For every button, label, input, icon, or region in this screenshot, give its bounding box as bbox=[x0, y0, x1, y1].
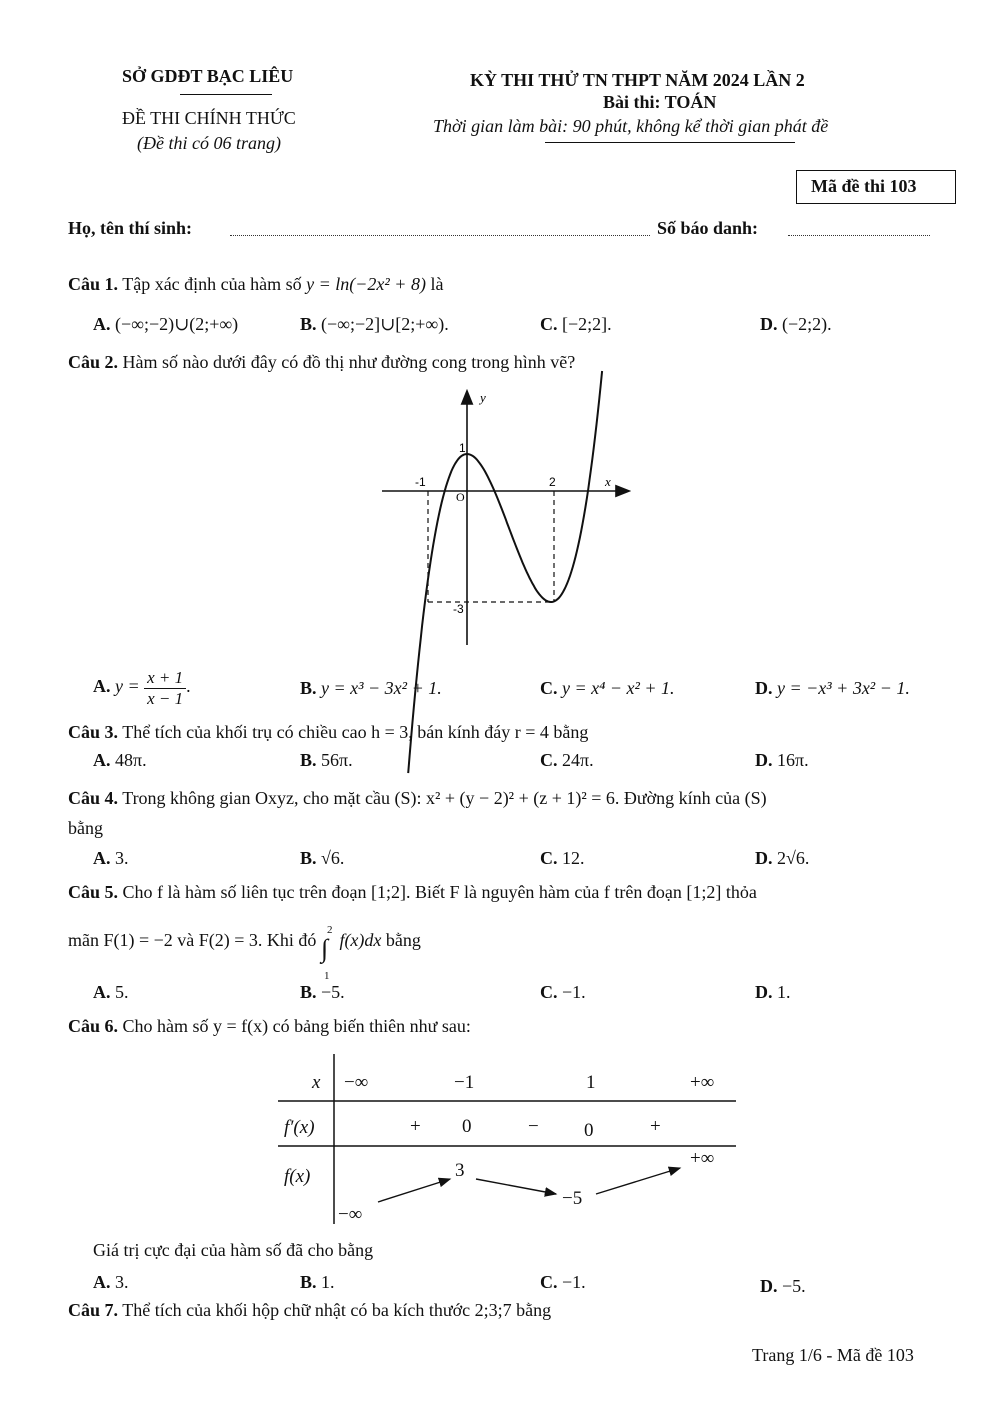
sign-value: 0 bbox=[462, 1116, 472, 1137]
cubic-graph bbox=[0, 380, 1000, 680]
function-value: −∞ bbox=[338, 1204, 363, 1225]
tick-y-neg3: -3 bbox=[453, 602, 464, 616]
page-footer: Trang 1/6 - Mã đề 103 bbox=[752, 1345, 914, 1365]
cubic-curve bbox=[408, 371, 602, 773]
row-derivative-label: f′(x) bbox=[284, 1117, 315, 1138]
department-name: SỞ GDĐT BẠC LIÊU bbox=[122, 66, 294, 86]
function-value: +∞ bbox=[690, 1148, 715, 1169]
question-label: Câu 4. bbox=[68, 788, 119, 808]
exam-title: KỲ THI THỬ TN THPT NĂM 2024 LẦN 2 bbox=[470, 70, 805, 90]
question-4 bbox=[68, 788, 767, 809]
candidate-name-label: Họ, tên thí sinh: bbox=[68, 218, 193, 238]
increase-arrow bbox=[378, 1179, 450, 1202]
function-value: 3 bbox=[455, 1160, 465, 1181]
q2-option-a[interactable]: A. y = $\frac{x + 1}{x - 1}$ . bbox=[93, 668, 191, 708]
q2-option-b[interactable]: B. y = x³ − 3x² + 1. bbox=[300, 678, 442, 698]
q5-option-d[interactable]: D. 1. bbox=[755, 982, 791, 1002]
subject-label: Bài thi: TOÁN bbox=[603, 92, 717, 112]
question-label: Câu 2. bbox=[68, 352, 119, 372]
q5-option-a[interactable]: A. 5. bbox=[93, 982, 129, 1002]
q1-option-b[interactable]: B. (−∞;−2]∪[2;+∞). bbox=[300, 314, 449, 334]
function-value: −5 bbox=[562, 1188, 583, 1209]
q4-option-c[interactable]: C. 12. bbox=[540, 848, 585, 868]
q6-option-b[interactable]: B. 1. bbox=[300, 1272, 335, 1292]
x-value: −1 bbox=[454, 1072, 475, 1093]
question-label: Câu 5. bbox=[68, 882, 119, 902]
q1-option-d[interactable]: D. (−2;2). bbox=[760, 314, 832, 334]
question-text: Tập xác định của hàm số bbox=[122, 274, 302, 294]
question-4-continued: bằng bbox=[68, 818, 103, 838]
q3-option-a[interactable]: A. 48π. bbox=[93, 750, 147, 770]
question-text: Cho hàm số y = f(x) có bảng biến thiên như sau: bbox=[122, 1016, 471, 1036]
question-3 bbox=[68, 722, 588, 743]
exam-code: Mã đề thi 103 bbox=[811, 176, 917, 196]
sign-value: + bbox=[410, 1116, 421, 1137]
x-axis-label: x bbox=[605, 474, 611, 489]
variation-table bbox=[0, 1052, 1000, 1232]
q4-option-d[interactable]: D. 2√6. bbox=[755, 848, 810, 868]
candidate-name-line[interactable] bbox=[230, 222, 650, 236]
q3-option-b[interactable]: B. 56π. bbox=[300, 750, 353, 770]
q1-option-c[interactable]: C. [−2;2]. bbox=[540, 314, 612, 334]
sign-value: 0 bbox=[584, 1120, 594, 1141]
time-note-underline bbox=[545, 142, 795, 143]
origin-label: O bbox=[456, 490, 465, 504]
question-5 bbox=[68, 882, 757, 903]
exam-code-box bbox=[796, 170, 956, 204]
question-tail: là bbox=[430, 274, 444, 294]
candidate-id-label: Số báo danh: bbox=[657, 218, 759, 238]
question-1 bbox=[68, 274, 443, 295]
sign-value: − bbox=[528, 1116, 539, 1137]
header-divider bbox=[180, 94, 272, 95]
q5-option-b[interactable]: B. −5. bbox=[300, 982, 345, 1002]
time-note: Thời gian làm bài: 90 phút, không kể thời gian phát đề bbox=[433, 116, 829, 136]
x-value: −∞ bbox=[344, 1072, 369, 1093]
question-2 bbox=[68, 352, 575, 373]
question-6-prompt: Giá trị cực đại của hàm số đã cho bằng bbox=[93, 1240, 374, 1260]
q3-option-d[interactable]: D. 16π. bbox=[755, 750, 809, 770]
x-value: 1 bbox=[586, 1072, 596, 1093]
q5-option-c[interactable]: C. −1. bbox=[540, 982, 586, 1002]
question-label: Câu 1. bbox=[68, 274, 119, 294]
question-text: Thể tích của khối hộp chữ nhật có ba kích thước 2;3;7 bằng bbox=[122, 1300, 552, 1320]
y-axis-label: y bbox=[480, 390, 486, 405]
question-text: Trong không gian Oxyz, cho mặt cầu (S): x² + (y − 2)² + (z + 1)² = 6. Đường kính của (S) bbox=[122, 788, 767, 808]
q1-option-a[interactable]: A. (−∞;−2)∪(2;+∞) bbox=[93, 314, 239, 334]
question-label: Câu 6. bbox=[68, 1016, 119, 1036]
q6-option-c[interactable]: C. −1. bbox=[540, 1272, 586, 1292]
question-5-continued: mãn F(1) = −2 và F(2) = 3. Khi đó ∫ 2 1 f(x)dx bằng bbox=[68, 924, 421, 982]
question-text: Cho f là hàm số liên tục trên đoạn [1;2]. Biết F là nguyên hàm của f trên đoạn [1;2] thỏa bbox=[122, 882, 757, 902]
question-label: Câu 3. bbox=[68, 722, 119, 742]
x-value: +∞ bbox=[690, 1072, 715, 1093]
question-7 bbox=[68, 1300, 551, 1321]
row-function-label: f(x) bbox=[284, 1166, 311, 1187]
candidate-id-line[interactable] bbox=[788, 222, 930, 236]
q2-option-d[interactable]: D. y = −x³ + 3x² − 1. bbox=[755, 678, 910, 698]
q6-option-d[interactable]: D. −5. bbox=[760, 1276, 806, 1296]
official-label: ĐỀ THI CHÍNH THỨC bbox=[122, 108, 296, 128]
decrease-arrow bbox=[476, 1179, 556, 1194]
q6-option-a[interactable]: A. 3. bbox=[93, 1272, 129, 1292]
question-text: Thể tích của khối trụ có chiều cao h = 3, bán kính đáy r = 4 bằng bbox=[122, 722, 589, 742]
question-label: Câu 7. bbox=[68, 1300, 119, 1320]
tick-y-1: 1 bbox=[459, 441, 466, 455]
function-expression: y = ln(−2x² + 8) bbox=[306, 274, 426, 294]
tick-x-2: 2 bbox=[549, 475, 556, 489]
sign-value: + bbox=[650, 1116, 661, 1137]
q4-option-b[interactable]: B. √6. bbox=[300, 848, 345, 868]
tick-x-neg1: -1 bbox=[415, 475, 426, 489]
q2-option-c[interactable]: C. y = x⁴ − x² + 1. bbox=[540, 678, 675, 698]
question-6 bbox=[68, 1016, 471, 1037]
page-count-note: (Đề thi có 06 trang) bbox=[137, 133, 281, 153]
question-text: Hàm số nào dưới đây có đồ thị như đường cong trong hình vẽ? bbox=[122, 352, 576, 372]
row-x-label: x bbox=[312, 1072, 321, 1093]
q3-option-c[interactable]: C. 24π. bbox=[540, 750, 594, 770]
q4-option-a[interactable]: A. 3. bbox=[93, 848, 129, 868]
increase-arrow bbox=[596, 1168, 680, 1194]
